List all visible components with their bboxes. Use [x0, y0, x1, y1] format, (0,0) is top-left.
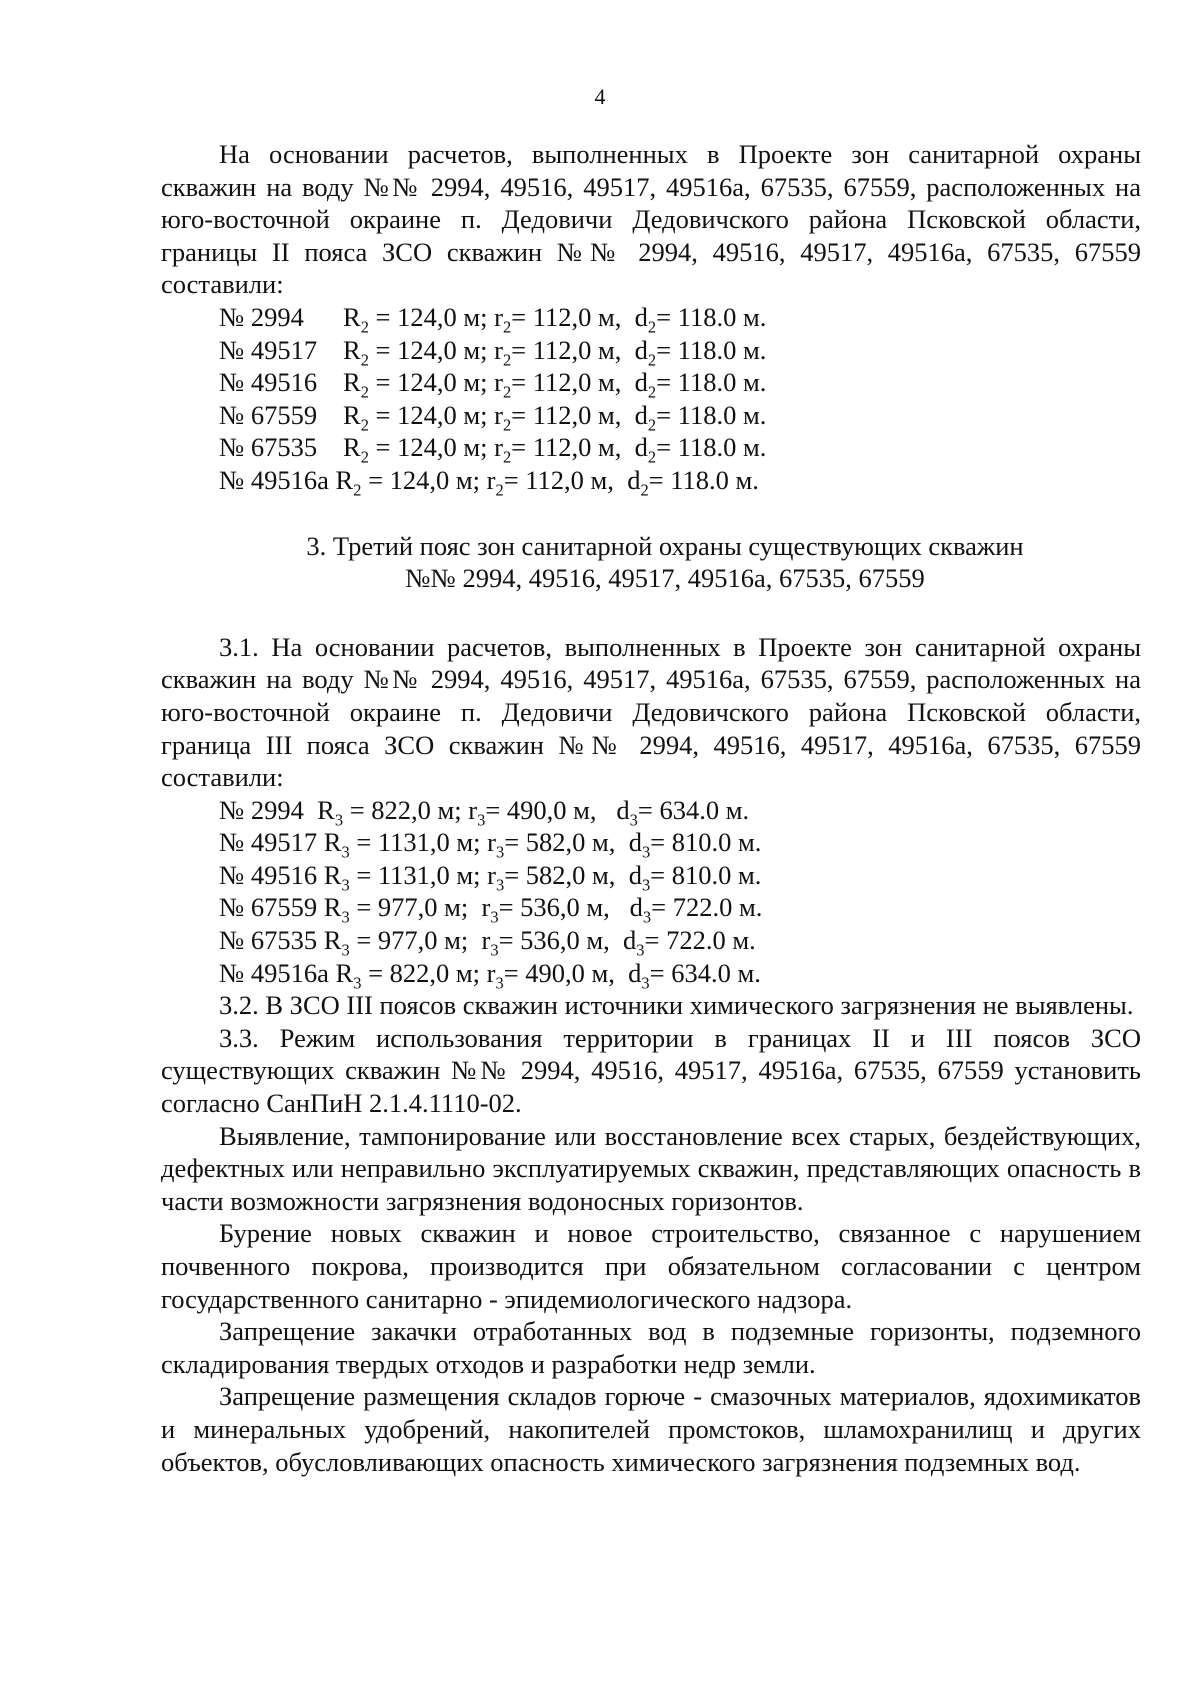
radius-r: = 112,0 м, — [511, 399, 622, 430]
radius-d: = 118.0 м. — [656, 367, 767, 398]
zone2-row: № 2994 $R_2 = 124,0$ м; $r_2= 112,0$ м, $d_2= 118.0$ м. — [219, 301, 767, 337]
zone2-radius-list — [161, 301, 1141, 500]
zone2-row: № 49516а $R_2 = 124,0$ м; $r_2= 112,0$ м, $d_2= 118.0$ м. — [219, 464, 759, 500]
paragraph-3-3: 3.3. Режим использования территории в границах II и III поясов ЗСО существующих скважин №№ 2994, 49516, 49517, 49516а, 67535, 67559 установить согласно СанПиН 2.1.4.1110-02. — [161, 1022, 1141, 1119]
section3-heading — [161, 530, 1141, 595]
radius-R: = 977,0 м; — [356, 925, 469, 956]
radius-R: = 124,0 м; — [375, 399, 488, 430]
well-number: № 49516 — [219, 859, 318, 890]
paragraph-ban-storage: Запрещение размещения складов горюче - смазочных материалов, ядохимикатов и минеральных удобрений, накопителей промстоков, шламохранилищ и других объектов, обусловливающих опасность химического загрязнения подземных вод. — [161, 1381, 1141, 1477]
well-number: № 49516а — [219, 464, 329, 495]
radius-d: = 118.0 м. — [656, 399, 767, 430]
radius-r: = 112,0 м, — [511, 301, 622, 332]
zone2-row: № 49517 $R_2 = 124,0$ м; $r_2= 112,0$ м, $d_2= 118.0$ м. — [219, 334, 767, 369]
radius-R: = 1131,0 м; — [356, 827, 481, 858]
radius-r: = 582,0 м, — [504, 859, 616, 890]
page-number: 4 — [594, 84, 606, 109]
radius-d: = 810.0 м. — [650, 827, 762, 858]
zone2-row: № 49516 $R_2 = 124,0$ м; $r_2= 112,0$ м, $d_2= 118.0$ м. — [219, 367, 767, 402]
section3-heading-line1: 3. Третий пояс зон санитарной охраны существующих скважин — [306, 530, 1024, 561]
radius-R: = 124,0 м; — [375, 301, 488, 332]
zone3-row: № 67559 $R_3 = 977,0$ м; $r_3= 536,0$ м, $d_3= 722.0$ м. — [219, 892, 763, 927]
radius-R: = 124,0 м; — [375, 367, 488, 398]
well-number: № 2994 — [219, 301, 304, 332]
zone3-row: № 49517 $R_3 = 1131,0$ м; $r_3= 582,0$ м, $d_3= 810.0$ м. — [219, 827, 762, 862]
zone3-row: № 49516 $R_3 = 1131,0$ м; $r_3= 582,0$ м, $d_3= 810.0$ м. — [219, 859, 762, 895]
radius-d: = 722.0 м. — [644, 925, 756, 956]
well-number: № 67535 — [219, 432, 318, 463]
well-number: № 2994 — [219, 794, 304, 825]
radius-r: = 536,0 м, — [498, 892, 610, 923]
radius-r: = 490,0 м, — [503, 957, 615, 988]
radius-r: = 582,0 м, — [504, 827, 616, 858]
well-number: № 67559 — [219, 892, 318, 923]
section3-heading-line2: №№ 2994, 49516, 49517, 49516а, 67535, 67559 — [405, 563, 925, 594]
radius-R: = 822,0 м; — [349, 794, 462, 825]
zone2-row: № 67559 $R_2 = 124,0$ м; $r_2= 112,0$ м, $d_2= 118.0$ м. — [219, 399, 767, 435]
paragraph-3-1: 3.1. На основании расчетов, выполненных в Проекте зон санитарной охраны скважин на воду №№ 2994, 49516, 49517, 49516а, 67535, 67559, расположенных на юго-восточной окраине п. Дедовичи Дедовичского района Псковской области, граница III пояса ЗСО скважин №№ 2994, 49516, 49517, 49516а, 67535, 67559 составили: — [161, 631, 1141, 793]
radius-d: = 810.0 м. — [650, 859, 762, 890]
well-number: № 49517 — [219, 334, 318, 365]
well-number: № 67535 — [219, 925, 318, 956]
radius-d: = 118.0 м. — [656, 334, 767, 365]
section2-intro-paragraph: На основании расчетов, выполненных в Проекте зон санитарной охраны скважин на воду №№ 2994, 49516, 49517, 49516а, 67535, 67559, расположенных на юго-восточной окраине п. Дедовичи Дедовичского района Псковской области, границы II пояса ЗСО скважин №№ 2994, 49516, 49517, 49516а, 67535, 67559 составили: — [161, 139, 1141, 300]
zone3-row: № 49516а $R_3 = 822,0$ м; $r_3= 490,0$ м, $d_3= 634.0$ м. — [219, 957, 761, 992]
well-number: № 49516а — [219, 957, 329, 988]
radius-d: = 118.0 м. — [656, 301, 767, 332]
radius-d: = 634.0 м. — [637, 794, 750, 825]
radius-d: = 118.0 м. — [648, 464, 759, 495]
paragraph-ban-injection: Запрещение закачки отработанных вод в подземные горизонты, подземного складирования твердых отходов и разработки недр земли. — [161, 1316, 1141, 1379]
well-number: № 67559 — [219, 399, 318, 430]
radius-R: = 1131,0 м; — [356, 859, 481, 890]
zone3-row: № 2994 $R_3 = 822,0$ м; $r_3= 490,0$ м, $d_3= 634.0$ м. — [219, 794, 750, 829]
radius-r: = 112,0 м, — [511, 367, 622, 398]
radius-r: = 536,0 м, — [498, 925, 610, 956]
radius-r: = 112,0 м, — [503, 464, 614, 495]
radius-R: = 124,0 м; — [368, 464, 481, 495]
radius-R: = 124,0 м; — [375, 334, 488, 365]
well-number: № 49516 — [219, 367, 318, 398]
radius-r: = 490,0 м, — [485, 794, 597, 825]
paragraph-detection: Выявление, тампонирование или восстановление всех старых, бездействующих, дефектных или неправильно эксплуатируемых скважин, представляющих опасность в части возможности загрязнения водоносных горизонтов. — [161, 1120, 1141, 1216]
paragraph-3-2: 3.2. В ЗСО III поясов скважин источники химического загрязнения не выявлены. — [219, 990, 1134, 1021]
radius-R: = 822,0 м; — [368, 957, 481, 988]
radius-R: = 977,0 м; — [356, 892, 469, 923]
well-number: № 49517 — [219, 827, 318, 858]
zone3-row: № 67535 $R_3 = 977,0$ м; $r_3= 536,0$ м, $d_3= 722.0$ м. — [219, 925, 756, 960]
paragraph-drilling: Бурение новых скважин и новое строительство, связанное с нарушением почвенного покрова, производится при обязательном согласовании с центром государственного санитарно - эпидемиологического надзора. — [161, 1218, 1141, 1314]
zone3-radius-list — [161, 794, 1141, 990]
radius-r: = 112,0 м, — [511, 334, 622, 365]
document-body — [161, 138, 1141, 1478]
radius-d: = 118.0 м. — [656, 432, 767, 463]
radius-R: = 124,0 м; — [375, 432, 488, 463]
radius-d: = 722.0 м. — [651, 892, 763, 923]
radius-d: = 634.0 м. — [649, 957, 761, 988]
zone2-row: № 67535 $R_2 = 124,0$ м; $r_2= 112,0$ м, $d_2= 118.0$ м. — [219, 432, 767, 467]
radius-r: = 112,0 м, — [511, 432, 622, 463]
